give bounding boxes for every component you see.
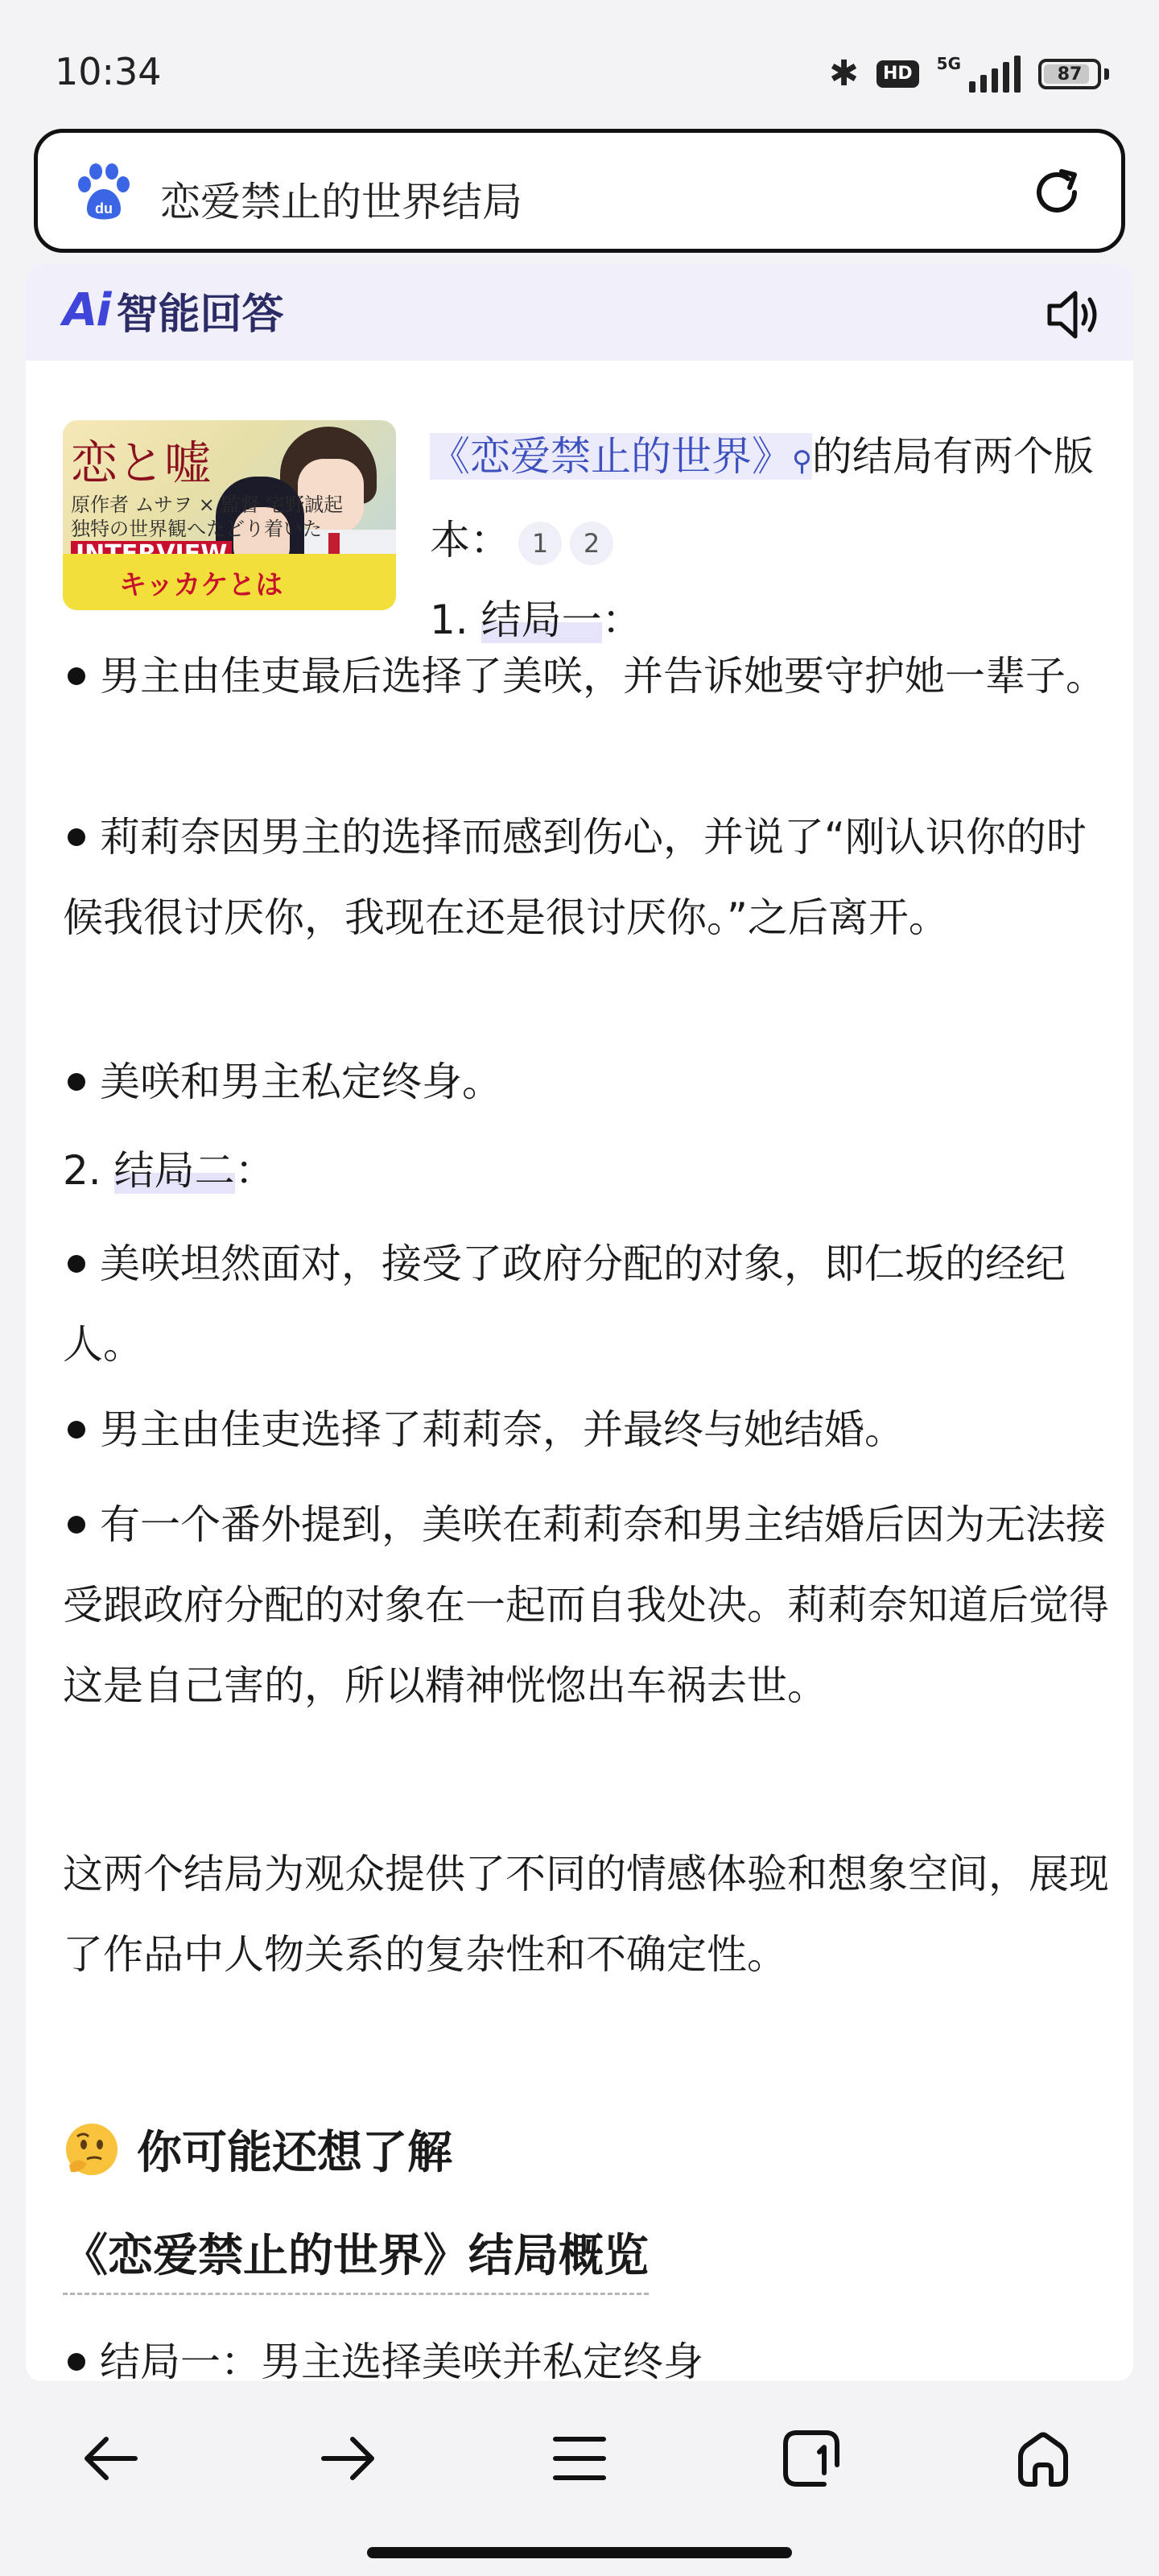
ending1-heading: 1. 结局一： (430, 597, 642, 643)
home-icon[interactable] (1004, 2420, 1082, 2497)
list-item: 美咲坦然面对，接受了政府分配的对象，即仁坂的经纪人。 (63, 1241, 1066, 1368)
battery-icon (1038, 59, 1101, 89)
bluetooth-icon: ✱ (829, 53, 859, 94)
back-arrow-icon[interactable] (72, 2420, 150, 2497)
ai-answer-card (26, 264, 1133, 2381)
search-icon: ⚲ (792, 445, 812, 477)
thumbnail-subtitle: 原作者 ムサヲ × 監督 宅野誠起 独特の世界観へたどり着いた (71, 493, 344, 540)
menu-icon[interactable] (541, 2420, 618, 2497)
battery-level: 87 (1057, 64, 1083, 85)
status-time: 10:34 (55, 50, 162, 93)
refresh-icon[interactable] (1028, 163, 1086, 221)
speaker-icon[interactable] (1041, 283, 1104, 346)
related-item-link[interactable]: 结局一：男主选择美咲并私定终身 (63, 2330, 703, 2381)
list-item: 男主由佳吏选择了莉莉奈，并最终与她结婚。 (63, 1389, 1109, 1470)
thinking-face-icon (63, 2120, 121, 2178)
baidu-paw-icon (72, 160, 136, 225)
ai-logo-mark: Ai (63, 284, 110, 336)
home-indicator[interactable] (367, 2547, 792, 2558)
list-item: 男主由佳吏最后选择了美咲，并告诉她要守护她一辈子。 (63, 636, 1109, 716)
ai-title: 智能回答 (116, 291, 284, 339)
ai-answer-header (26, 264, 1133, 361)
battery-tip (1104, 68, 1109, 80)
thumbnail-title: 恋と嘘 (71, 436, 212, 490)
bottom-navigation (0, 2381, 1159, 2576)
hd-badge: HD (876, 60, 919, 88)
status-bar (0, 0, 1159, 129)
thumbnail-banner: キッカケとは (119, 569, 283, 601)
related-heading-link[interactable]: 《恋爱禁止的世界》结局概览 (63, 2220, 649, 2295)
status-icons (829, 52, 1109, 97)
search-bar[interactable] (34, 129, 1125, 253)
related-section-title: 你可能还想了解 (63, 2117, 452, 2182)
answer-intro (430, 417, 1114, 580)
list-item: 莉莉奈因男主的选择而感到伤心，并说了“刚认识你的时候我很讨厌你，我现在还是很讨厌你。”之后离开。 (63, 814, 1087, 941)
list-item: 有一个番外提到，美咲在莉莉奈和男主结婚后因为无法接受跟政府分配的对象在一起而自我处决。莉莉奈知道后觉得这是自己害的，所以精神恍惚出车祸去世。 (63, 1501, 1109, 1709)
ending2-heading: 2. 结局二： (63, 1147, 275, 1194)
svg-text:du: du (95, 200, 113, 217)
signal-icon (937, 56, 1021, 93)
citation-1[interactable]: 1 (518, 522, 562, 565)
network-label: 5G (936, 54, 961, 73)
intro-text: 的结局有两个版本： (430, 433, 1094, 564)
summary-text: 这两个结局为观众提供了不同的情感体验和想象空间，展现了作品中人物关系的复杂性和不确定性。 (63, 1851, 1109, 1978)
search-input[interactable]: 恋爱禁止的世界结局 (160, 179, 522, 225)
answer-thumbnail[interactable] (63, 420, 396, 610)
tabs-icon[interactable] (773, 2420, 850, 2497)
citation-2[interactable]: 2 (570, 522, 613, 565)
title-link[interactable]: 《恋爱禁止的世界》⚲ (430, 433, 812, 480)
list-item: 美咲和男主私定终身。 (63, 1042, 1109, 1122)
ai-logo (63, 280, 284, 341)
forward-arrow-icon[interactable] (309, 2420, 386, 2497)
